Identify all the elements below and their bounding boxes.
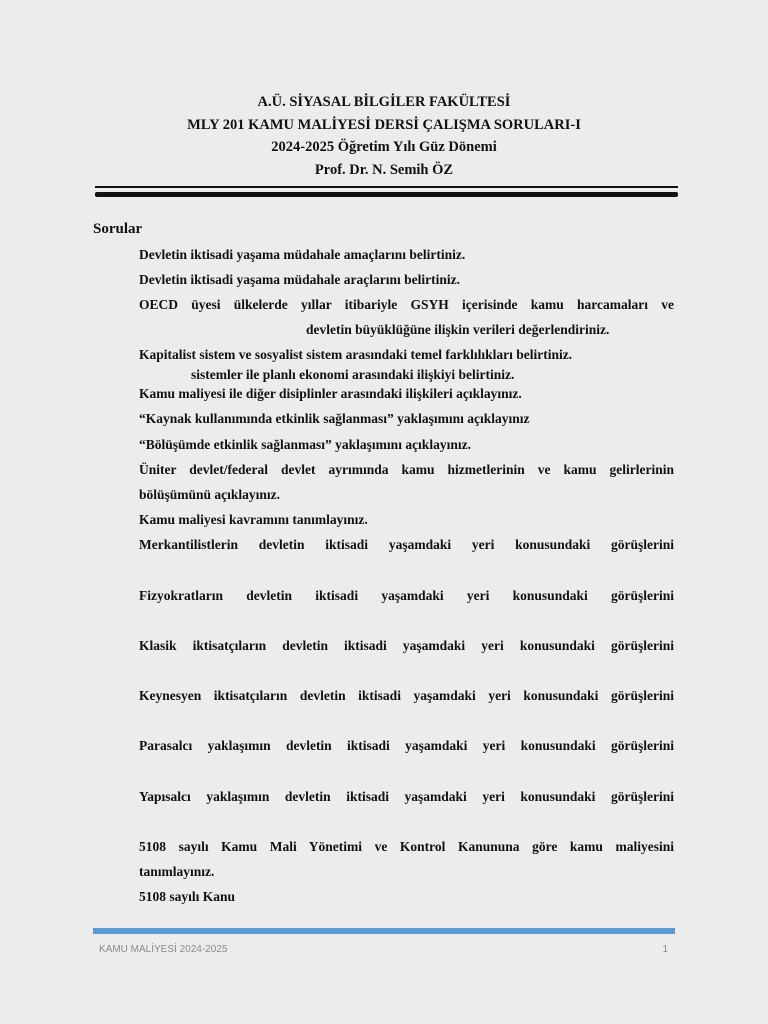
question-line: OECD üyesi ülkelerde yıllar itibariyle GSYH içerisinde kamu harcamaları ve <box>139 297 674 312</box>
footer-course-label: KAMU MALİYESİ 2024-2025 <box>99 944 228 955</box>
question-line: Parasalcı yaklaşımın devletin iktisadi yaşamdaki yeri konusundaki görüşlerini <box>139 738 674 753</box>
page-number: 1 <box>662 944 668 955</box>
question-line: Keynesyen iktisatçıların devletin iktisadi yaşamdaki yeri konusundaki görüşlerini <box>139 688 674 703</box>
question-line: Fizyokratların devletin iktisadi yaşamdaki yeri konusundaki görüşlerini <box>139 588 674 603</box>
question-line: 5108 sayılı Kanu <box>139 889 236 904</box>
question-line: Devletin iktisadi yaşama müdahale araçlarını belirtiniz. <box>139 272 460 287</box>
question-line: tanımlayınız. <box>139 864 215 879</box>
question-line: Klasik iktisatçıların devletin iktisadi yaşamdaki yeri konusundaki görüşlerini <box>139 638 674 653</box>
question-line: Kamu maliyesi ile diğer disiplinler arasındaki ilişkileri açıklayınız. <box>139 386 522 401</box>
semester-title: 2024-2025 Öğretim Yılı Güz Dönemi <box>271 139 497 155</box>
question-line: devletin büyüklüğüne ilişkin verileri değerlendiriniz. <box>306 322 610 337</box>
instructor-name: Prof. Dr. N. Semih ÖZ <box>314 162 454 178</box>
question-line: sistemler ile planlı ekonomi arasındaki ilişkiyi belirtiniz. <box>191 367 515 382</box>
question-line: Devletin iktisadi yaşama müdahale amaçlarını belirtiniz. <box>139 247 466 262</box>
faculty-title: A.Ü. SİYASAL BİLGİLER FAKÜLTESİ <box>257 94 511 110</box>
question-line: Yapısalcı yaklaşımın devletin iktisadi yaşamdaki yeri konusundaki görüşlerini <box>139 789 674 804</box>
question-line: Üniter devlet/federal devlet ayrımında kamu hizmetlerinin ve kamu gelirlerinin <box>139 462 674 477</box>
question-line: “Kaynak kullanımında etkinlik sağlanması” yaklaşımını açıklayınız <box>139 411 530 426</box>
question-line: Kamu maliyesi kavramını tanımlayınız. <box>139 512 368 527</box>
question-line: Kapitalist sistem ve sosyalist sistem arasındaki temel farklılıkları belirtiniz. <box>139 347 573 362</box>
course-title: MLY 201 KAMU MALİYESİ DERSİ ÇALIŞMA SORULARI-I <box>187 117 581 133</box>
footer-divider <box>93 928 675 934</box>
header-divider-thin <box>95 186 678 188</box>
header-divider-thick <box>95 192 678 197</box>
question-line: 5108 sayılı Kamu Mali Yönetimi ve Kontrol Kanununa göre kamu maliyesini <box>139 839 674 854</box>
question-line: bölüşümünü açıklayınız. <box>139 487 281 502</box>
question-line: Merkantilistlerin devletin iktisadi yaşamdaki yeri konusundaki görüşlerini <box>139 537 674 552</box>
question-line: “Bölüşümde etkinlik sağlanması” yaklaşımını açıklayınız. <box>139 437 471 452</box>
section-title: Sorular <box>93 221 143 237</box>
